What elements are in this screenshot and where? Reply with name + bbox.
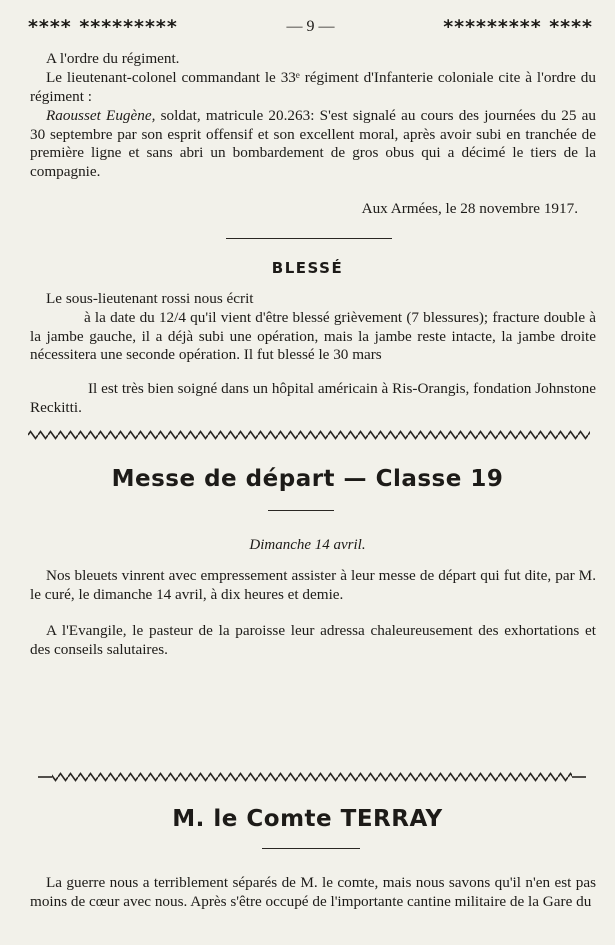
blesse-title: BLESSÉ — [271, 259, 344, 277]
blesse-intro: Le sous-lieutenant rossi nous écrit — [46, 290, 254, 307]
citation-intro: Le lieutenant-colonel commandant le 33ᵉ régiment d'Infanterie coloniale cite à l'ordre du régiment : — [30, 69, 596, 105]
page-number: — 9 — — [286, 18, 335, 35]
citation-signature: Aux Armées, le 28 novembre 1917. — [361, 200, 578, 217]
citation-text — [30, 107, 596, 181]
citation-heading: A l'ordre du régiment. — [46, 50, 180, 67]
header-stars-left: **** ********* — [28, 16, 178, 38]
ornamental-border-2 — [38, 772, 586, 782]
header-stars-right: ********* **** — [443, 16, 593, 38]
messe-title: Messe de départ — Classe 19 — [111, 466, 504, 492]
blesse-care: Il est très bien soigné dans un hôpital américain à Ris-Orangis, fondation Johnstone Reckitti. — [30, 380, 596, 416]
soldier-name: Raousset Eugène, — [46, 107, 156, 124]
messe-paragraph-1: Nos bleuets vinrent avec empressement assister à leur messe de départ qui fut dite, par M. le curé, le dimanche 14 avril, à dix heures et demie. — [30, 567, 596, 603]
title-underline — [268, 510, 334, 511]
terray-title: M. le Comte TERRAY — [172, 806, 443, 832]
ornamental-border — [28, 430, 590, 440]
terray-paragraph: La guerre nous a terriblement séparés de M. le comte, mais nous savons qu'il n'en est pas moins de cœur avec nous. Après s'être occupé de l'importante cantine militaire de la Gare du — [30, 874, 596, 910]
messe-date: Dimanche 14 avril. — [249, 537, 366, 553]
section-divider — [226, 238, 392, 239]
messe-paragraph-2: A l'Evangile, le pasteur de la paroisse leur adressa chaleureusement des exhortations et des conseils salutaires. — [30, 622, 596, 658]
page-header — [28, 14, 593, 40]
title-underline-2 — [262, 848, 360, 849]
citation-body: soldat, matricule 20.263: S'est signalé au cours des journées du 25 au 30 septembre par son esprit offensif et son excellent moral, après avoir subi en tranchée de première ligne et sans abri un bombardement de gros obus qui a décimé le tiers de la compagnie. — [30, 107, 596, 180]
blesse-letter: à la date du 12/4 qu'il vient d'être blessé grièvement (7 blessures); fracture double à la jambe gauche, il a déjà subi une opération, mais la jambe reste intacte, la jambe droite nécessitera une seconde opération. Il fut blessé le 30 mars — [30, 309, 596, 364]
